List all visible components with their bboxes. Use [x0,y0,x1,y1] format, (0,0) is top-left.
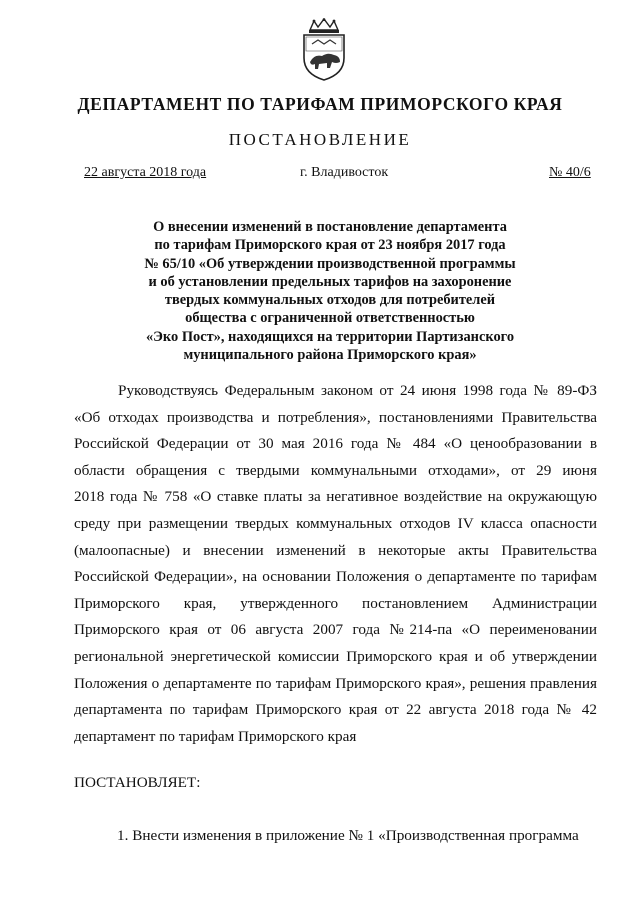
coat-of-arms-icon [296,18,352,82]
body-line: Приморского края, утвержденного постановлением Администрации [74,594,597,612]
title-line: № 65/10 «Об утверждении производственной программы [144,255,516,272]
title-line: твердых коммунальных отходов для потребителей [164,292,496,309]
body-line: среду при размещении твердых коммунальных отходов IV класса опасности [74,514,597,532]
document-city: г. Владивосток [300,165,389,180]
body-line: Руководствуясь Федеральным законом от 24 июня 1998 года № 89-ФЗ [118,382,597,399]
body-line: департамента по тарифам Приморского края от 22 августа 2018 года № 42 [74,701,597,719]
body-line: «Об отходах производства и потребления», постановлениями Правительства [74,408,597,426]
body-line: департамент по тарифам Приморского края [74,727,357,745]
document-date: 22 августа 2018 года [84,165,207,180]
body-line: (малоопасные) и внесении изменений в некоторые акты Правительства [74,541,597,559]
body-line: Российской Федерации от 30 мая 2016 года № 484 «О ценообразовании в [74,435,597,453]
title-line: и об установлении предельных тарифов на захоронение [148,273,512,290]
document-title [60,218,600,364]
title-line: О внесении изменений в постановление департамента [153,219,507,235]
document-type: ПОСТАНОВЛЕНИЕ [228,130,412,149]
resolves-heading: ПОСТАНОВЛЯЕТ: [74,774,201,791]
title-line: общества с ограниченной ответственностью [185,310,475,327]
organization-name: ДЕПАРТАМЕНТ ПО ТАРИФАМ ПРИМОРСКОГО КРАЯ [77,94,563,114]
title-line: по тарифам Приморского края от 23 ноября 2017 года [154,237,506,254]
title-line: муниципального района Приморского края» [183,347,477,364]
document-body [74,378,597,750]
title-line: «Эко Пост», находящихся на территории Партизанского [145,328,515,345]
document-number: № 40/6 [549,165,591,180]
body-line: региональной энергетической комиссии Приморского края и об утверждении [74,647,597,665]
body-line: области обращения с твердыми коммунальными отходами», от 29 июня [74,461,597,479]
body-line: 2018 года № 758 «О ставке платы за негативное воздействие на окружающую [74,488,597,506]
body-line: Российской Федерации», на основании Положения о департаменте по тарифам [74,568,597,586]
body-line: Положения о департаменте по тарифам Приморского края», решения правления [74,674,597,692]
resolution-item-1: 1. Внести изменения в приложение № 1 «Производственная программа [117,827,579,844]
body-line: Приморского края от 06 августа 2007 года №214-па «О переименовании [74,621,597,639]
